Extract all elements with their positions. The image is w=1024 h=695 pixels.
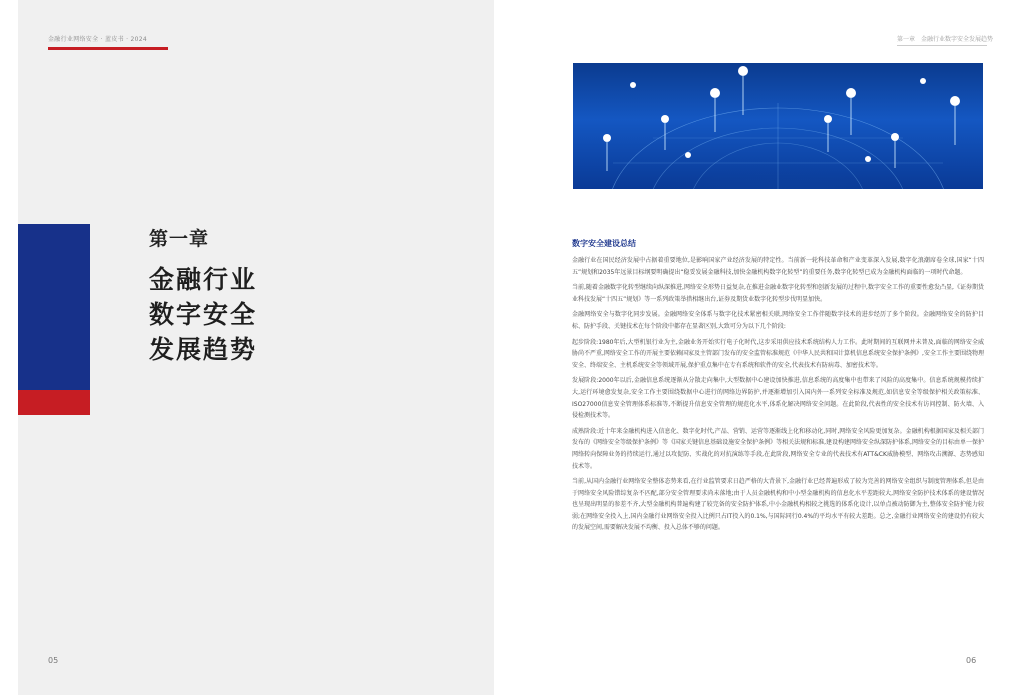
left-header-accent-bar (48, 47, 168, 50)
left-running-header: 金融行业网络安全 · 蓝皮书 · 2024 (48, 36, 148, 43)
paragraph: 金融行业在国民经济发展中占据着重要地位,是影响国家产业经济发展的特定性。当前新一轮科技革命和产业变革深入发展,数字化浪潮席卷全球,国家“十四五”规划和2035年远景目标纲要明确提出“稳妥发展金融科技,加快金融机构数字化转型”的重要任务,数字化转型已成为金融机构面临的一项时代命题。 (572, 257, 984, 276)
right-header-rule (897, 45, 987, 46)
chapter-title-line: 发展趋势 (149, 335, 258, 364)
chapter-title-line: 金融行业 (149, 265, 258, 294)
right-page-number: 06 (966, 656, 977, 665)
globe-illustration (573, 63, 983, 189)
left-page-number: 05 (48, 656, 59, 665)
paragraph: 当前,从国内金融行业网络安全整体态势来看,在行业监管要求日趋严格的大背景下,金融行业已经普遍形成了较为完善的网络安全组织与制度管理体系,但是由于网络安全风险错综复杂不匹配,部分安全管理要求尚未落地;由于人员金融机构和中小型金融机构的信息化水平差距较大,网络安全防护技术体系的建设情况也呈现出明显的参差不齐,大型金融机构普遍构建了较完备的安全防护体系,中小金融机构相较之挑选的体系化设计,以单点被动防御为主,整体安全防护能力较弱;在网络安全投入上,国内金融行业网络安全投入比例只占IT投入的0.1%,与国际同行0.4%的平均水平有较大差距。总之,金融行业网络安全的建设仍有较大的发展空间,需要解决发展不均衡、投入总体不够的问题。 (572, 478, 984, 532)
paragraph: 发展阶段:2000年以后,金融信息系统逐渐从分散走向集中,大型数据中心建设加快推进,信息系统的高度集中也带来了风险的高度集中。信息系统规模持续扩大,运行环境愈发复杂,安全工作主要围绕数据中心进行的网络边界防护,并逐渐增加引入国内外一系列安全标准及规范,如信息安全等级保护相关政策标准、ISO27000信息安全管理体系标准等,不断提升信息安全管理的规范化水平,体系化解决网络安全问题。在此阶段,代表性的安全技术有访问控制、防火墙、入侵检测技术等。 (572, 377, 984, 420)
chapter-title (149, 262, 257, 367)
paragraph: 金融网络安全与数字化同步发展。金融网络安全体系与数字化技术紧密相关联,网络安全工作伴随数字技术的进步经历了多个阶段。金融网络安全的防护目标、防护手段、关键技术在每个阶段中都存在显著区别,大致可分为以下几个阶段: (572, 311, 984, 330)
blue-decor-block (18, 224, 90, 390)
red-decor-block (18, 390, 90, 415)
right-running-header: 第一章 金融行业数字安全发展趋势 (897, 36, 994, 43)
chapter-label: 第一章 (149, 228, 210, 250)
paragraph: 当前,随着金融数字化转型继续向纵深推进,网络安全形势日益复杂,在推进金融业数字化转型和创新发展的过程中,数字安全工作的重要性愈发凸显,《证券期货业科技发展“十四五”规划》等一系列政策举措相继出台,证券及期货业数字化转型步伐明显加快。 (572, 284, 984, 303)
section-title: 数字安全建设总结 (572, 239, 636, 248)
body-text (572, 255, 984, 538)
chapter-title-line: 数字安全 (149, 300, 258, 329)
digital-globe-image (573, 63, 983, 189)
paragraph: 成熟阶段:近十年来金融机构进入信息化、数字化时代,产品、营销、运营等逐渐线上化和移动化,同时,网络安全风险更加复杂。金融机构根据国家及相关部门发布的《网络安全等级保护条例》等《国家关键信息基础设施安全保护条例》等相关法规和标准,建设构建网络安全纵深防护体系,网络安全的目标由单一保护网络转向保障业务的持续运行,通过以攻促防、实战化的对抗演练等手段,在此阶段,网络安全专业的代表技术有ATT&CK威胁模型、网络攻击溯源、态势感知技术等。 (572, 427, 984, 470)
left-page (18, 0, 494, 695)
paragraph: 起步阶段:1980年后,大型机银行业为主,金融业务开始实行电子化时代,这步采用供应技术系统结构人力工作。此时期间的互联网并未普及,面临的网络安全威胁尚不严重,网络安全工作的开展主要依赖国家及主管部门发布的安全监管标准规范《中华人民共和国计算机信息系统安全保护条例》,安全工作主要围绕物理安全、终端安全、主机系统安全等领域开展,保护重点集中在专有系统和软件的安全,代表技术有防病毒、加密技术等。 (572, 338, 984, 369)
